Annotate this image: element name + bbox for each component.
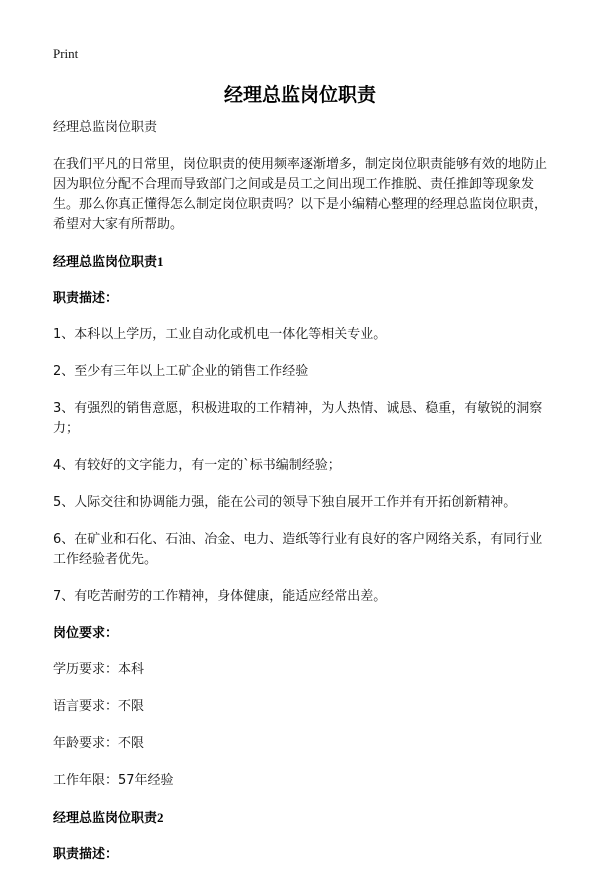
- section2-heading-text: 经理总监岗位职责: [53, 811, 158, 826]
- duty-item: 5、人际交往和协调能力强，能在公司的领导下独自展开工作并有开拓创新精神。: [53, 495, 517, 510]
- section1-heading-text: 经理总监岗位职责: [53, 255, 158, 270]
- duty-item: 4、有较好的文字能力，有一定的`标书编制经验；: [53, 458, 341, 473]
- requirement-item: 语言要求：不限: [53, 699, 145, 714]
- intro-paragraph: 在我们平凡的日常里，岗位职责的使用频率逐渐增多，制定岗位职责能够有效的地防止因为职位分配不合理而导致部门之间或是员工之间出现工作推脱、责任推卸等现象发生。那么你真正懂得怎么制定岗位职责吗？以下是小编精心整理的经理总监岗位职责，希望对大家有所帮助。: [53, 157, 548, 232]
- duty-item: 3、有强烈的销售意愿，积极进取的工作精神，为人热情、诚恳、稳重，有敏锐的洞察力；: [53, 401, 543, 436]
- duty-item: 1、本科以上学历，工业自动化或机电一体化等相关专业。: [53, 327, 387, 342]
- duty-item: 7、有吃苦耐劳的工作精神，身体健康，能适应经常出差。: [53, 589, 387, 604]
- page-title: 经理总监岗位职责: [223, 84, 376, 106]
- duty-item: 2、至少有三年以上工矿企业的销售工作经验: [53, 364, 309, 379]
- section1-heading: [53, 252, 553, 273]
- requirement-item: 工作年限：57年经验: [53, 773, 174, 788]
- section2-heading: [53, 808, 553, 829]
- document-body: [53, 118, 553, 881]
- requirement-item: 学历要求：本科: [53, 662, 145, 677]
- section1-duties-heading: 职责描述：: [53, 291, 119, 306]
- section1-heading-number: 1: [157, 254, 164, 269]
- section1-requirements-heading: 岗位要求：: [53, 626, 119, 641]
- print-link[interactable]: Print: [53, 46, 79, 61]
- section2-heading-number: 2: [157, 810, 164, 825]
- subtitle: 经理总监岗位职责: [53, 120, 158, 135]
- duty-item: 6、在矿业和石化、石油、冶金、电力、造纸等行业有良好的客户网络关系，有同行业工作经验者优先。: [53, 532, 543, 567]
- section2-duties-heading: 职责描述：: [53, 847, 119, 862]
- requirement-item: 年龄要求：不限: [53, 736, 145, 751]
